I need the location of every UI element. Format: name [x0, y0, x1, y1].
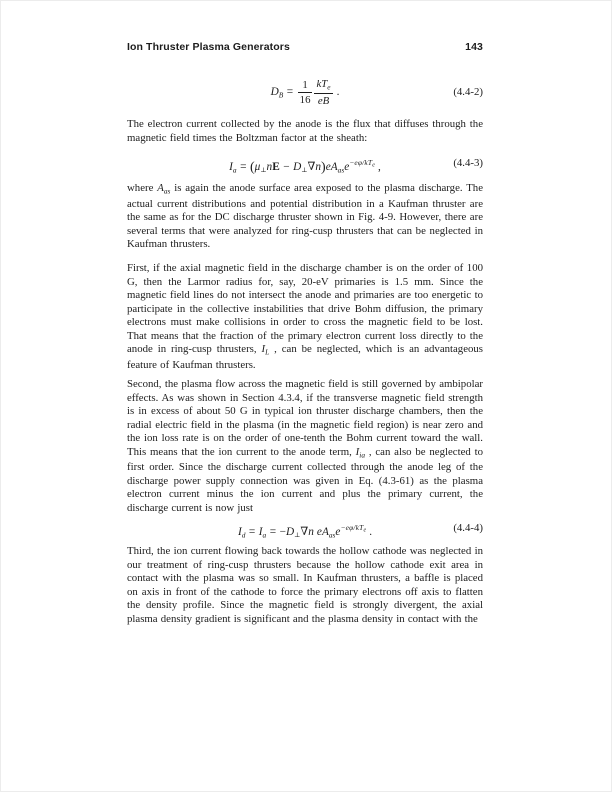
- math-token: e: [335, 525, 341, 538]
- equals-sign: =: [248, 525, 256, 538]
- paragraph-text: , can be neglected, which is an advantageous feature of Kaufman thrusters.: [127, 343, 483, 371]
- paragraph-text: Second, the plasma flow across the magnetic field is still governed by ambipolar effects. As was shown in Section 4.3.4, if the transverse magnetic field strength is in excess of about 50 G in typical ion thruster discharge chambers, then the radial electric field in the plasma (in the magnetic field region) is near zero and the ion loss rate is on the order of one-tenth the Bohm current toward the wall. This means that the ion current to the anode term,: [127, 378, 483, 458]
- fraction-denominator: 16: [299, 93, 311, 106]
- fraction: [298, 79, 313, 106]
- math-subscript: e: [327, 82, 331, 92]
- inline-math-token: I: [261, 343, 266, 355]
- paragraph-text: The electron current collected by the anode is the flux that diffuses through the magnetic field times the Boltzman factor at the sheath:: [127, 118, 483, 144]
- perp-subscript: ⊥: [301, 166, 308, 174]
- equation-number: (4.4-4): [453, 521, 483, 534]
- nabla-symbol: ∇: [300, 525, 309, 538]
- paragraph-third: [127, 545, 483, 626]
- inline-math-subscript: L: [265, 347, 270, 357]
- math-token: e: [316, 525, 322, 538]
- equals-sign: =: [286, 86, 294, 98]
- math-token: D: [270, 86, 279, 98]
- math-token: A: [330, 160, 338, 173]
- math-subscript: e: [372, 162, 376, 169]
- equation-punctuation: .: [336, 86, 340, 98]
- paragraph-second: [127, 378, 483, 515]
- right-paren: ): [321, 159, 326, 175]
- math-superscript: [349, 158, 375, 167]
- paragraph-first: [127, 262, 483, 372]
- inline-math-token: I: [355, 445, 360, 458]
- math-superscript: [340, 523, 366, 532]
- math-token: −eφ/kT: [340, 523, 364, 532]
- math-token: n: [308, 525, 314, 538]
- paragraph-where-aas: [127, 182, 483, 252]
- math-token-bold: E: [272, 160, 280, 173]
- math-token: I: [237, 525, 242, 538]
- math-subscript: a: [232, 164, 237, 174]
- math-subscript: B: [278, 90, 284, 100]
- fraction-numerator: [314, 78, 332, 94]
- equation-4-4-3-math: [229, 158, 381, 175]
- math-token: I: [258, 525, 263, 538]
- fraction-denominator: [314, 94, 332, 107]
- minus-sign: −: [283, 160, 290, 173]
- equation-4-4-4-math: [237, 523, 373, 539]
- math-token: e: [325, 160, 331, 173]
- header-title: Ion Thruster Plasma Generators: [127, 41, 290, 53]
- inline-math-subscript: as: [163, 186, 171, 196]
- math-subscript: a: [262, 529, 267, 539]
- equation-4-4-4: [127, 516, 483, 539]
- paragraph-text: First, if the axial magnetic field in the discharge chamber is on the order of 100 G, then the Larmor radius for, say, 20-eV primaries is 1.5 mm. Since the magnetic field lines do not intersect the anode and primaries are too energetic to participate in the collective instabilities that drive Bohm diffusion, the primary electrons must make collisions in order to cross the magnetic field to be lost. That means that the fraction of the primary electron current loss directly to the anode in ring-cusp thrusters,: [127, 262, 483, 355]
- math-subscript: as: [337, 164, 345, 174]
- fraction: [314, 78, 332, 107]
- math-token: n: [266, 160, 273, 173]
- math-token: eB: [317, 94, 330, 107]
- page-number: 143: [465, 41, 483, 53]
- left-paren: (: [249, 159, 255, 175]
- running-header: [127, 41, 483, 53]
- equals-sign: =: [269, 525, 277, 538]
- equation-4-4-2-math: [270, 78, 340, 107]
- math-token: −eφ/kT: [349, 158, 373, 167]
- paragraph-text: where: [127, 182, 158, 194]
- math-token: D: [293, 160, 302, 173]
- equals-sign: =: [240, 160, 247, 173]
- paragraph-text: , can also be neglected to first order. Since the discharge current collected through the anode leg of the discharge power supply connection was given in Eq. (4.3-61) as the plasma electron current minus the ion current and plus the primary current, the discharge current is now just: [127, 445, 483, 514]
- minus-sign: −: [279, 525, 286, 538]
- math-token: I: [229, 160, 233, 173]
- fraction-numerator: 1: [298, 79, 313, 93]
- math-token: kT: [316, 78, 328, 91]
- inline-math-subscript: ia: [359, 449, 366, 459]
- perp-subscript: ⊥: [294, 531, 301, 539]
- paragraph-electron-current: [127, 118, 483, 145]
- equation-4-4-3: [127, 151, 483, 174]
- math-subscript: e: [363, 527, 367, 534]
- inline-math-token: A: [157, 182, 164, 194]
- equation-number: (4.4-3): [453, 156, 483, 169]
- math-token: A: [321, 525, 329, 538]
- equation-punctuation: ,: [378, 160, 381, 173]
- math-token: e: [344, 160, 350, 173]
- equation-punctuation: .: [369, 525, 373, 538]
- equation-4-4-2: [127, 76, 483, 108]
- nabla-symbol: ∇: [307, 160, 316, 173]
- math-token: n: [315, 160, 322, 173]
- paragraph-text: is again the anode surface area exposed to the plasma discharge. The actual current distributions and potential distribution in a Kaufman thruster are the same as for the DC discharge thruster shown in Fig. 4-9. However, there are several terms that were analyzed for ring-cusp thrusters that can be neglected in Kaufman thrusters.: [127, 182, 483, 251]
- math-subscript: as: [328, 529, 336, 539]
- math-token: μ: [254, 160, 261, 173]
- paragraph-text: Third, the ion current flowing back towards the hollow cathode was neglected in our treatment of ring-cusp thrusters because the hollow cathode exit area in contact with the plasma was so small. In Kaufman thrusters, a baffle is placed on axis in front of the cathode to force the primary electrons off axis to flatten the density profile. Since the magnetic field is strongly divergent, the axial plasma density gradient is significant and the plasma density in contact with the: [127, 545, 483, 625]
- math-token: D: [286, 525, 295, 538]
- equation-number: (4.4-2): [453, 86, 483, 98]
- perp-subscript: ⊥: [260, 166, 267, 174]
- math-subscript: d: [241, 529, 246, 539]
